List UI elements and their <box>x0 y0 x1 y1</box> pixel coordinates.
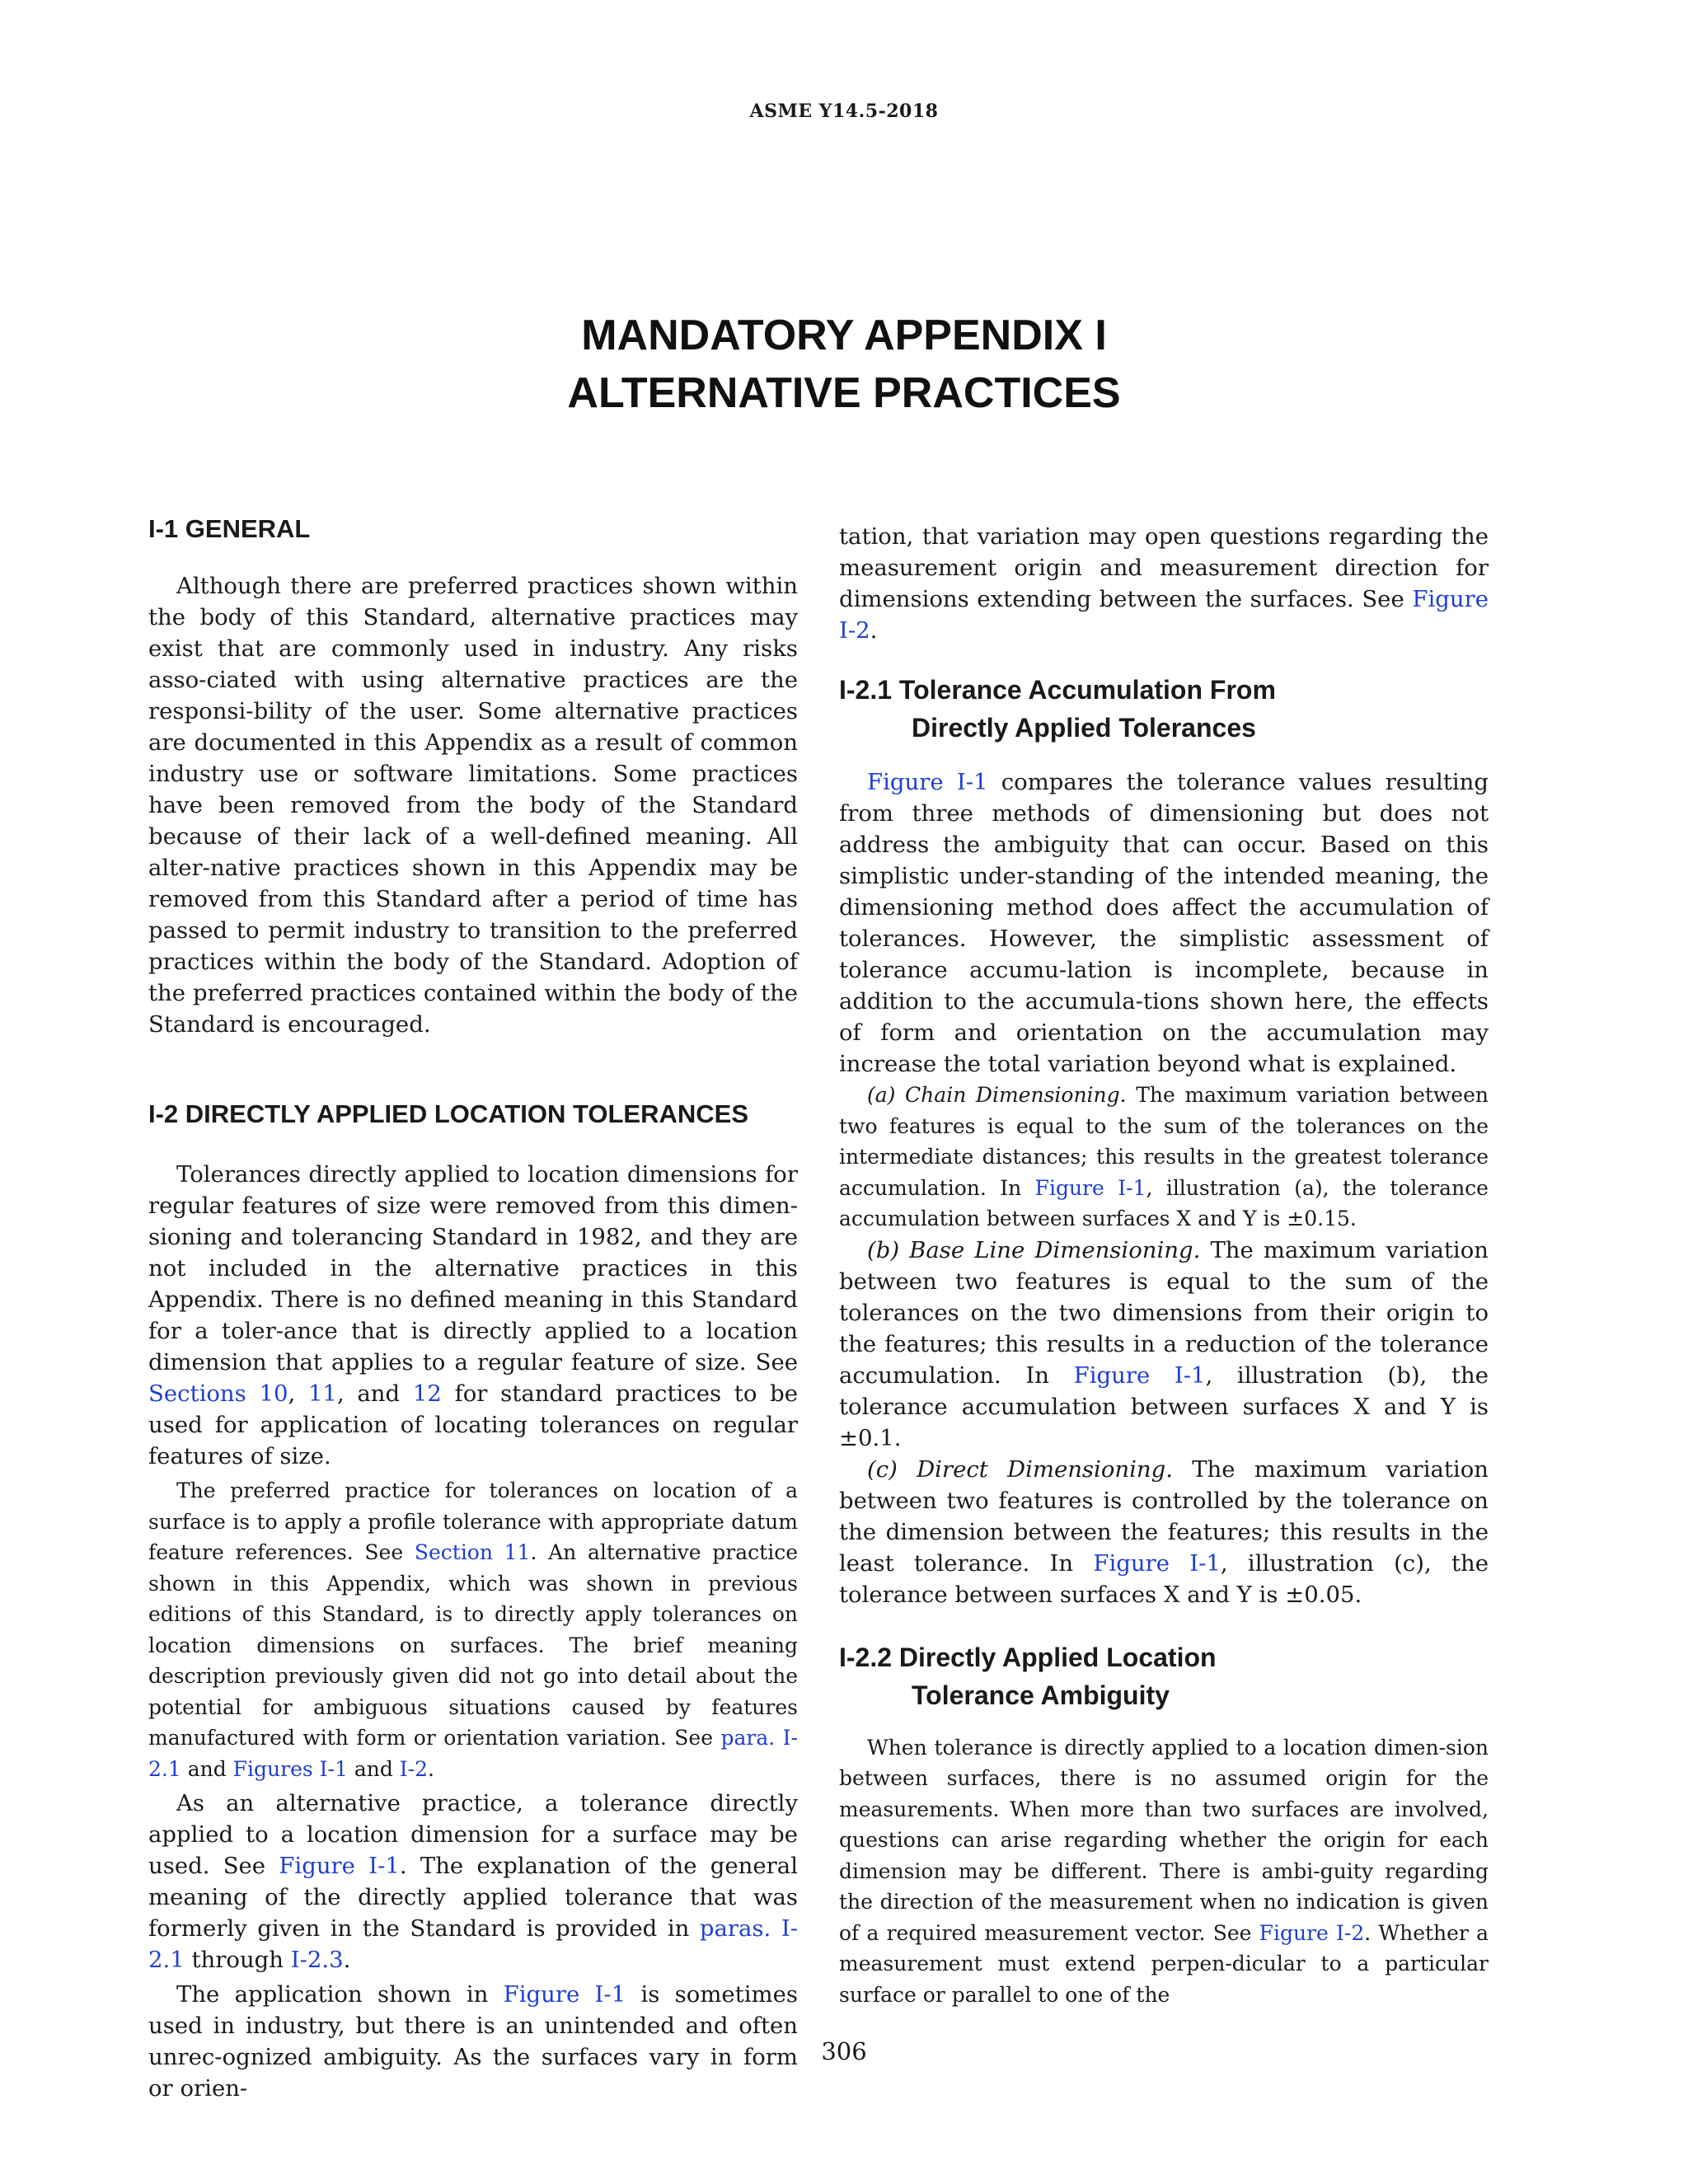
para-i1-general: Although there are preferred practices shown within the body of this Standard, alternative practices may exist that are commonly used in industry. Any risks asso-ciated with using alternative practices are the responsi-bility of the user. Some alternative practices are documented in this Appendix as a result of common industry use or software limitations. Some practices have been removed from the body of the Standard because of their lack of a well-defined meaning. All alter-native practices shown in this Appendix may be removed from this Standard after a period of time has passed to permit industry to transition to the preferred practices within the body of the Standard. Adoption of the preferred practices contained within the body of the Standard is encouraged. <box>148 573 798 1038</box>
link-section-12[interactable]: 12 <box>412 1380 442 1407</box>
link-paras-i-2-1[interactable]: paras. I-2.1 <box>148 1915 798 1973</box>
link-figure-i-2-b[interactable]: Figure I-2 <box>1259 1920 1365 1945</box>
link-figure-i-2-a[interactable]: Figure I-2 <box>839 586 1489 644</box>
heading-i2-2: I-2.2 Directly Applied Location Tolerance Ambiguity <box>839 1642 1217 1710</box>
page-number: 306 <box>821 2037 867 2065</box>
link-sections-10[interactable]: Sections 10 <box>148 1380 288 1407</box>
link-figure-i-1-b[interactable]: Figure I-1 <box>503 1981 626 2008</box>
para-i2-1: Tolerances directly applied to location dimensions for regular features of size were removed from this dimen-sioning and tolerancing Standard in 1982, and they are not included in the alternative practices in this Appendix. There is no defined meaning in this Standard for a toler-ance that is directly applied to a location dimension that applies to a regular feature of size. See Sections 10, 11, and 12 for standard practices to be used for application of locating tolerances on regular features of size. <box>148 1161 799 1469</box>
link-figure-i-1-f[interactable]: Figure I-1 <box>1093 1549 1221 1577</box>
heading-i1-general: I-1 GENERAL <box>148 514 311 543</box>
para-i2-3: As an alternative practice, a tolerance directly applied to a location dimension for a surface may be used. See Figure I-1. The explanation of the general meaning of the directly applied tolerance that was formerly given in the Standard is provided in paras. I-2.1 through I-2.3. <box>148 1790 798 1973</box>
link-section-11-b[interactable]: Section 11 <box>414 1540 531 1564</box>
left-column <box>148 513 798 2104</box>
para-i21-a-chain: (a) Chain Dimensioning. The maximum variation between two features is equal to the sum of the tolerances on the intermediate distances; this results in the greatest tolerance accumulation. In Figure I-1, illustration (a), the tolerance accumulation between surfaces X and Y is ±0.15. <box>839 1083 1489 1230</box>
running-header: ASME Y14.5-2018 <box>749 101 939 122</box>
title-line-2: ALTERNATIVE PRACTICES <box>567 369 1121 417</box>
para-i21-intro: Figure I-1 compares the tolerance values resulting from three methods of dimensioning but does not address the ambiguity that can occur. Based on this simplistic under-standing of the intended meaning, the dimensioning method does affect the accumulation of tolerances. However, the simplistic assessment of tolerance accumu-lation is incomplete, because in addition to the accumula-tions shown here, the effects of form and orientation on the accumulation may increase the total variation beyond what is explained. <box>839 769 1489 1077</box>
title-line-1: MANDATORY APPENDIX I <box>581 312 1107 359</box>
link-figure-i-1-a[interactable]: Figure I-1 <box>279 1853 400 1879</box>
link-figures-i-1[interactable]: Figures I-1 <box>232 1756 348 1781</box>
link-figure-i-1-d[interactable]: Figure I-1 <box>1034 1175 1146 1200</box>
heading-i2-1: I-2.1 Tolerance Accumulation From Directly Applied Tolerances <box>839 675 1276 743</box>
link-figure-i-1-c[interactable]: Figure I-1 <box>867 769 988 795</box>
heading-i2-location-tolerances: I-2 DIRECTLY APPLIED LOCATION TOLERANCES <box>148 1099 749 1128</box>
link-figure-i-2[interactable]: I-2 <box>399 1756 429 1781</box>
para-i21-b-baseline: (b) Base Line Dimensioning. The maximum variation between two features is equal to the sum of the tolerances on the two dimensions from their origin to the features; this results in a reduction of the tolerance accumulation. In Figure I-1, illustration (b), the tolerance accumulation between surfaces X and Y is ±0.1. <box>839 1236 1489 1451</box>
para-i2-2: The preferred practice for tolerances on location of a surface is to apply a profile tolerance with appropriate datum feature references. See Section 11. An alternative practice shown in this Appendix, which was shown in previous editions of this Standard, is to directly apply tolerances on location dimensions on surfaces. The brief meaning description previously given did not go into detail about the potential for ambiguous situations caused by features manufactured with form or orientation variation. See para. I-2.1 and Figures I-1 and I-2. <box>148 1479 798 1781</box>
appendix-title <box>0 307 1688 422</box>
para-i21-c-direct: (c) Direct Dimensioning. The maximum variation between two features is controlled by the tolerance on the dimension between the features; this results in the least tolerance. In Figure I-1, illustration (c), the tolerance between surfaces X and Y is ±0.05. <box>839 1455 1489 1608</box>
link-figure-i-1-e[interactable]: Figure I-1 <box>1073 1361 1206 1389</box>
para-i2-continued: tation, that variation may open questions regarding the measurement origin and measurement direction for dimensions extending between the surfaces. See Figure I-2. <box>839 523 1489 644</box>
right-column <box>839 521 1489 2010</box>
para-i22: When tolerance is directly applied to a location dimen-sion between surfaces, there is no assumed origin for the measurements. When more than two surfaces are involved, questions can arise regarding whether the origin for each dimension may be different. There is ambi-guity regarding the direction of the measurement when no indication is given of a required measurement vector. See Figure I-2. Whether a measurement must extend perpen-dicular to a particular surface or parallel to one of the <box>839 1735 1489 2007</box>
link-para-i-2-1[interactable]: para. I-2.1 <box>148 1726 798 1781</box>
link-i-2-3[interactable]: I-2.3 <box>290 1947 344 1973</box>
link-section-11[interactable]: 11 <box>307 1380 337 1407</box>
para-i2-4: The application shown in Figure I-1 is sometimes used in industry, but there is an unintended and often unrec-ognized ambiguity. As the surfaces vary in form or orien- <box>148 1981 798 2102</box>
